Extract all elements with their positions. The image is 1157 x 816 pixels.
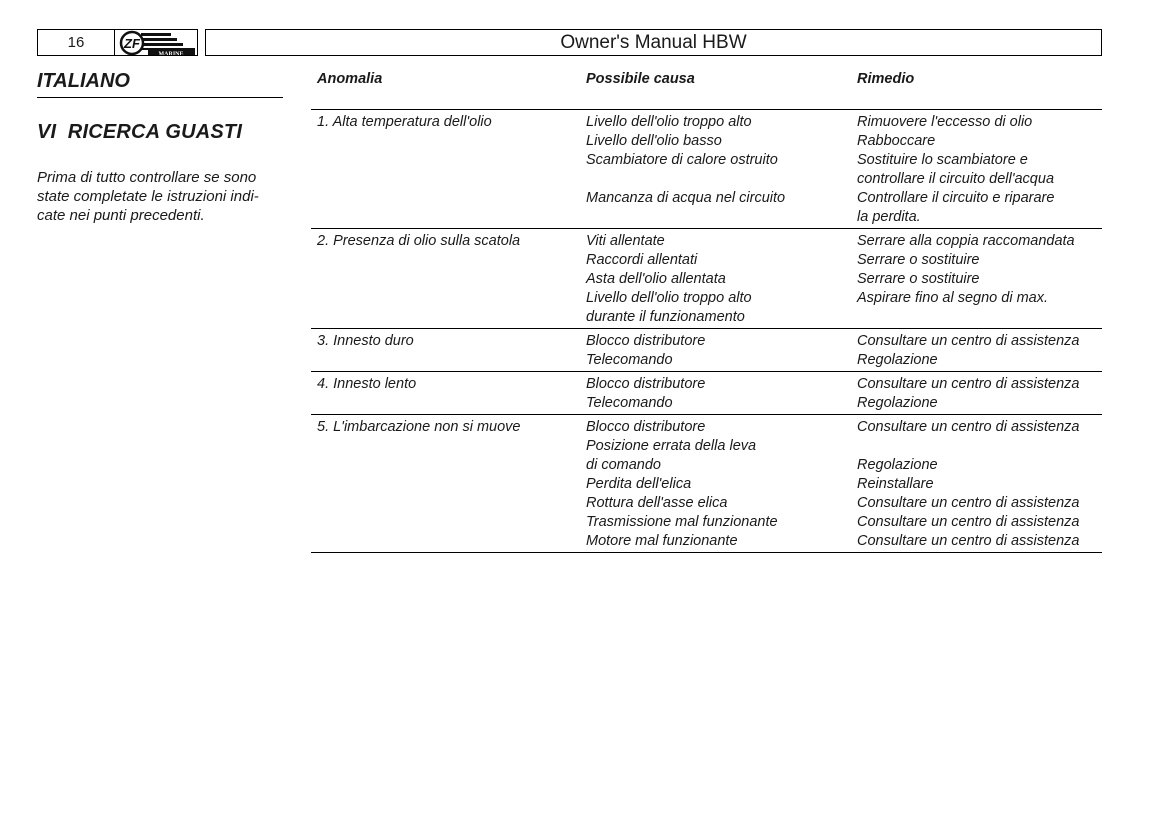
table-row-line bbox=[311, 270, 1102, 289]
remedy-cell bbox=[851, 308, 1102, 327]
cause-cell: Livello dell'olio troppo alto bbox=[586, 114, 752, 130]
table-row-line bbox=[311, 151, 1102, 170]
cause-cell bbox=[581, 170, 851, 189]
remedy-cell: Aspirare fino al segno di max. bbox=[857, 290, 1049, 306]
remedy-cell: Regolazione bbox=[857, 352, 938, 368]
table-row bbox=[311, 229, 1102, 329]
anomaly-cell: 2. Presenza di olio sulla scatola bbox=[317, 233, 521, 249]
intro-line: cate nei punti precedenti. bbox=[37, 207, 205, 224]
anomaly-cell bbox=[311, 208, 581, 227]
cause-cell: Rottura dell'asse elica bbox=[586, 495, 728, 511]
cause-cell: Raccordi allentati bbox=[586, 252, 698, 268]
table-row-line bbox=[311, 208, 1102, 227]
cause-cell: Livello dell'olio basso bbox=[586, 133, 722, 149]
remedy-cell: Reinstallare bbox=[857, 476, 934, 492]
cause-cell: Scambiatore di calore ostruito bbox=[586, 152, 778, 168]
remedy-cell: Rimuovere l'eccesso di olio bbox=[857, 114, 1033, 130]
anomaly-cell bbox=[311, 251, 581, 270]
remedy-cell: Rabboccare bbox=[857, 133, 936, 149]
remedy-cell: Controllare il circuito e riparare bbox=[857, 190, 1055, 206]
remedy-cell: Consultare un centro di assistenza bbox=[857, 514, 1080, 530]
cause-cell bbox=[581, 208, 851, 227]
remedy-cell: Serrare o sostituire bbox=[857, 252, 980, 268]
cause-cell: Telecomando bbox=[586, 352, 673, 368]
anomaly-cell bbox=[311, 270, 581, 289]
table-row-line bbox=[311, 251, 1102, 270]
troubleshooting-table bbox=[311, 66, 1102, 553]
table-row-line bbox=[311, 132, 1102, 151]
anomaly-cell bbox=[311, 189, 581, 208]
anomaly-cell bbox=[311, 437, 581, 456]
svg-text:ZF: ZF bbox=[124, 36, 140, 51]
remedy-cell: Sostituire lo scambiatore e bbox=[857, 152, 1028, 168]
table-row-line bbox=[311, 494, 1102, 513]
anomaly-cell bbox=[311, 289, 581, 308]
zf-logo-icon bbox=[115, 30, 198, 56]
table-row bbox=[311, 110, 1102, 229]
anomaly-cell bbox=[311, 494, 581, 513]
cause-cell: Perdita dell'elica bbox=[586, 476, 692, 492]
cause-cell: Asta dell'olio allentata bbox=[586, 271, 726, 287]
cause-cell: Blocco distributore bbox=[586, 419, 706, 435]
anomaly-cell bbox=[311, 132, 581, 151]
remedy-cell: la perdita. bbox=[857, 209, 921, 225]
anomaly-cell: 1. Alta temperatura dell'olio bbox=[317, 114, 492, 130]
intro-line: Prima di tutto controllare se sono bbox=[37, 169, 257, 186]
anomaly-cell bbox=[311, 170, 581, 189]
remedy-cell: controllare il circuito dell'acqua bbox=[857, 171, 1055, 187]
table-row-line bbox=[311, 113, 1102, 132]
cause-cell: Telecomando bbox=[586, 395, 673, 411]
intro-paragraph bbox=[37, 168, 287, 225]
table-row-line bbox=[311, 513, 1102, 532]
page-number: 16 bbox=[37, 29, 115, 56]
table-row-line bbox=[311, 418, 1102, 437]
svg-text:MARINE: MARINE bbox=[158, 51, 184, 56]
table-row-line bbox=[311, 332, 1102, 351]
anomaly-cell bbox=[311, 532, 581, 551]
cause-cell: Mancanza di acqua nel circuito bbox=[586, 190, 786, 206]
cause-cell: Motore mal funzionante bbox=[586, 533, 738, 549]
document-title: Owner's Manual HBW bbox=[205, 29, 1102, 56]
table-row-line bbox=[311, 394, 1102, 413]
remedy-cell: Regolazione bbox=[857, 395, 938, 411]
intro-line: state completate le istruzioni indi- bbox=[37, 188, 259, 205]
column-header-causa: Possibile causa bbox=[586, 71, 695, 87]
table-row-line bbox=[311, 170, 1102, 189]
remedy-cell bbox=[851, 437, 1102, 456]
cause-cell: Posizione errata della leva bbox=[586, 438, 757, 454]
anomaly-cell bbox=[311, 394, 581, 413]
section-title: VI RICERCA GUASTI bbox=[37, 121, 243, 143]
table-row-line bbox=[311, 475, 1102, 494]
table-row bbox=[311, 372, 1102, 415]
table-row-line bbox=[311, 456, 1102, 475]
column-header-anomalia: Anomalia bbox=[317, 71, 383, 87]
anomaly-cell bbox=[311, 456, 581, 475]
cause-cell: Viti allentate bbox=[586, 233, 665, 249]
remedy-cell: Consultare un centro di assistenza bbox=[857, 419, 1080, 435]
table-row bbox=[311, 329, 1102, 372]
remedy-cell: Serrare alla coppia raccomandata bbox=[857, 233, 1075, 249]
table-row-line bbox=[311, 375, 1102, 394]
cause-cell: Livello dell'olio troppo alto bbox=[586, 290, 752, 306]
language-heading: ITALIANO bbox=[37, 70, 283, 98]
zf-marine-logo bbox=[115, 29, 198, 56]
remedy-cell: Consultare un centro di assistenza bbox=[857, 376, 1080, 392]
column-header-rimedio: Rimedio bbox=[857, 71, 915, 87]
cause-cell: Blocco distributore bbox=[586, 376, 706, 392]
cause-cell: Blocco distributore bbox=[586, 333, 706, 349]
cause-cell: Trasmissione mal funzionante bbox=[586, 514, 778, 530]
table-row-line bbox=[311, 351, 1102, 370]
table-row bbox=[311, 415, 1102, 553]
table-row-line bbox=[311, 532, 1102, 551]
anomaly-cell bbox=[311, 151, 581, 170]
anomaly-cell: 5. L'imbarcazione non si muove bbox=[317, 419, 521, 435]
cause-cell: durante il funzionamento bbox=[586, 309, 745, 325]
anomaly-cell bbox=[311, 475, 581, 494]
table-row-line bbox=[311, 437, 1102, 456]
anomaly-cell: 3. Innesto duro bbox=[317, 333, 414, 349]
cause-cell: di comando bbox=[586, 457, 661, 473]
anomaly-cell bbox=[311, 308, 581, 327]
anomaly-cell: 4. Innesto lento bbox=[317, 376, 417, 392]
remedy-cell: Consultare un centro di assistenza bbox=[857, 495, 1080, 511]
anomaly-cell bbox=[311, 513, 581, 532]
table-row-line bbox=[311, 289, 1102, 308]
table-body bbox=[311, 110, 1102, 553]
anomaly-cell bbox=[311, 351, 581, 370]
table-row-line bbox=[311, 232, 1102, 251]
remedy-cell: Consultare un centro di assistenza bbox=[857, 333, 1080, 349]
remedy-cell: Consultare un centro di assistenza bbox=[857, 533, 1080, 549]
remedy-cell: Regolazione bbox=[857, 457, 938, 473]
table-row-line bbox=[311, 189, 1102, 208]
table-header bbox=[311, 66, 1102, 110]
table-row-line bbox=[311, 308, 1102, 327]
remedy-cell: Serrare o sostituire bbox=[857, 271, 980, 287]
